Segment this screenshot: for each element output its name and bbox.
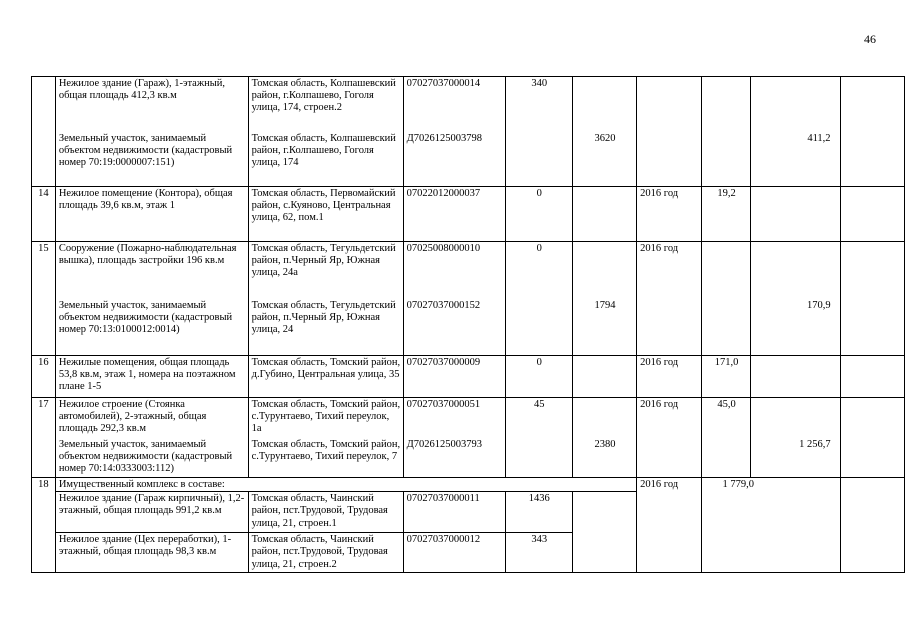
cadastral-number: 07025008000010 xyxy=(403,242,505,299)
value-c xyxy=(702,77,750,132)
object-address: Томская область, Тегульдетский район, п.Черный Яр, Южная улица, 24 xyxy=(248,299,403,356)
value-a: 45 xyxy=(505,398,572,438)
object-name: Сооружение (Пожарно-наблюдательная вышка), площадь застройки 196 кв.м xyxy=(55,242,248,299)
value-b xyxy=(572,492,636,573)
row-number xyxy=(32,132,56,187)
object-name: Нежилое строение (Стоянка автомобилей), 2-этажный, общая площадь 292,3 кв.м xyxy=(55,398,248,438)
value-b xyxy=(572,356,636,398)
year: 2016 год xyxy=(637,187,702,242)
value-a xyxy=(505,299,572,356)
value-b: 3620 xyxy=(572,132,636,187)
value-c: 171,0 xyxy=(702,356,750,398)
empty-cell xyxy=(840,132,904,187)
value-a: 0 xyxy=(505,187,572,242)
table-row xyxy=(32,132,905,187)
object-name: Нежилое здание (Гараж кирпичный), 1,2-этажный, общая площадь 991,2 кв.м xyxy=(55,492,248,533)
value-d: 411,2 xyxy=(750,132,840,187)
year xyxy=(637,299,702,356)
object-name: Нежилые помещения, общая площадь 53,8 кв.м, этаж 1, номера на поэтажном плане 1-5 xyxy=(55,356,248,398)
table-row xyxy=(32,187,905,242)
value-b: 1794 xyxy=(572,299,636,356)
value-a: 0 xyxy=(505,356,572,398)
value-b xyxy=(572,187,636,242)
cadastral-number: Д7026125003798 xyxy=(403,132,505,187)
empty-cell xyxy=(840,356,904,398)
table-row xyxy=(32,356,905,398)
cadastral-number: 07027037000012 xyxy=(403,533,505,573)
object-name: Нежилое здание (Цех переработки), 1-этажный, общая площадь 98,3 кв.м xyxy=(55,533,248,573)
row-number xyxy=(32,438,56,478)
value-d xyxy=(750,187,840,242)
object-address: Томская область, Колпашевский район, г.Колпашево, Гоголя улица, 174 xyxy=(248,132,403,187)
value-d xyxy=(750,398,840,438)
object-name: Нежилое помещение (Контора), общая площадь 39,6 кв.м, этаж 1 xyxy=(55,187,248,242)
empty-cell xyxy=(840,187,904,242)
cadastral-number: 07027037000011 xyxy=(403,492,505,533)
table-row xyxy=(32,77,905,132)
object-address: Томская область, Чаинский район, пст.Трудовой, Трудовая улица, 21, строен.2 xyxy=(248,533,403,573)
value-a xyxy=(505,132,572,187)
cadastral-number: 07027037000014 xyxy=(403,77,505,132)
row-number xyxy=(32,77,56,132)
empty-cell xyxy=(840,242,904,299)
row-number: 15 xyxy=(32,242,56,299)
table-row xyxy=(32,478,905,492)
object-address: Томская область, Томский район, с.Турунтаево, Тихий переулок, 7 xyxy=(248,438,403,478)
object-address: Томская область, Чаинский район, пст.Трудовой, Трудовая улица, 21, строен.1 xyxy=(248,492,403,533)
value-c: 19,2 xyxy=(702,187,750,242)
cadastral-number: 07022012000037 xyxy=(403,187,505,242)
value-b xyxy=(572,77,636,132)
object-name: Нежилое здание (Гараж), 1-этажный, общая площадь 412,3 кв.м xyxy=(55,77,248,132)
empty-cell xyxy=(840,438,904,478)
year xyxy=(637,77,702,132)
empty-cell xyxy=(840,478,904,573)
value-c xyxy=(702,299,750,356)
year: 2016 год xyxy=(637,356,702,398)
object-address: Томская область, Тегульдетский район, п.Черный Яр, Южная улица, 24а xyxy=(248,242,403,299)
empty-cell xyxy=(840,299,904,356)
object-name: Земельный участок, занимаемый объектом недвижимости (кадастровый номер 70:13:0100012:0014) xyxy=(55,299,248,356)
row-number xyxy=(32,299,56,356)
value-d: 170,9 xyxy=(750,299,840,356)
object-address: Томская область, Колпашевский район, г.Колпашево, Гоголя улица, 174, строен.2 xyxy=(248,77,403,132)
value-a xyxy=(505,438,572,478)
year: 2016 год xyxy=(637,478,702,573)
empty-cell xyxy=(840,77,904,132)
object-name: Земельный участок, занимаемый объектом недвижимости (кадастровый номер 70:19:0000007:151) xyxy=(55,132,248,187)
value-b xyxy=(572,242,636,299)
value-a: 340 xyxy=(505,77,572,132)
value-d xyxy=(750,242,840,299)
year xyxy=(637,132,702,187)
value-c xyxy=(702,132,750,187)
row-number: 17 xyxy=(32,398,56,438)
cadastral-number: 07027037000009 xyxy=(403,356,505,398)
object-address: Томская область, Томский район, д.Губино, Центральная улица, 35 xyxy=(248,356,403,398)
empty-cell xyxy=(840,398,904,438)
object-address: Томская область, Томский район, с.Турунтаево, Тихий переулок, 1а xyxy=(248,398,403,438)
table-row xyxy=(32,398,905,438)
value-d xyxy=(750,356,840,398)
year: 2016 год xyxy=(637,242,702,299)
table-row xyxy=(32,438,905,478)
year xyxy=(637,438,702,478)
property-table xyxy=(31,76,905,573)
row-number: 18 xyxy=(32,478,56,573)
value-c xyxy=(702,242,750,299)
cadastral-number: 07027037000051 xyxy=(403,398,505,438)
value-d: 1 256,7 xyxy=(750,438,840,478)
table-row xyxy=(32,299,905,356)
year: 2016 год xyxy=(637,398,702,438)
object-name: Земельный участок, занимаемый объектом недвижимости (кадастровый номер 70:14:0333003:112) xyxy=(55,438,248,478)
table-row xyxy=(32,242,905,299)
complex-value: 1 779,0 xyxy=(722,479,754,490)
value-a: 0 xyxy=(505,242,572,299)
page-number: 46 xyxy=(864,32,876,46)
value-d xyxy=(750,77,840,132)
value-a: 1436 xyxy=(505,492,572,533)
cadastral-number: Д7026125003793 xyxy=(403,438,505,478)
value-c xyxy=(702,438,750,478)
row-number: 14 xyxy=(32,187,56,242)
row-number: 16 xyxy=(32,356,56,398)
value-c: 45,0 xyxy=(702,398,750,438)
value-a: 343 xyxy=(505,533,572,573)
value-b: 2380 xyxy=(572,438,636,478)
value-c xyxy=(702,478,840,573)
value-b xyxy=(572,398,636,438)
cadastral-number: 07027037000152 xyxy=(403,299,505,356)
complex-title: Имущественный комплекс в составе: xyxy=(55,478,636,492)
object-address: Томская область, Первомайский район, с.Куяново, Центральная улица, 62, пом.1 xyxy=(248,187,403,242)
